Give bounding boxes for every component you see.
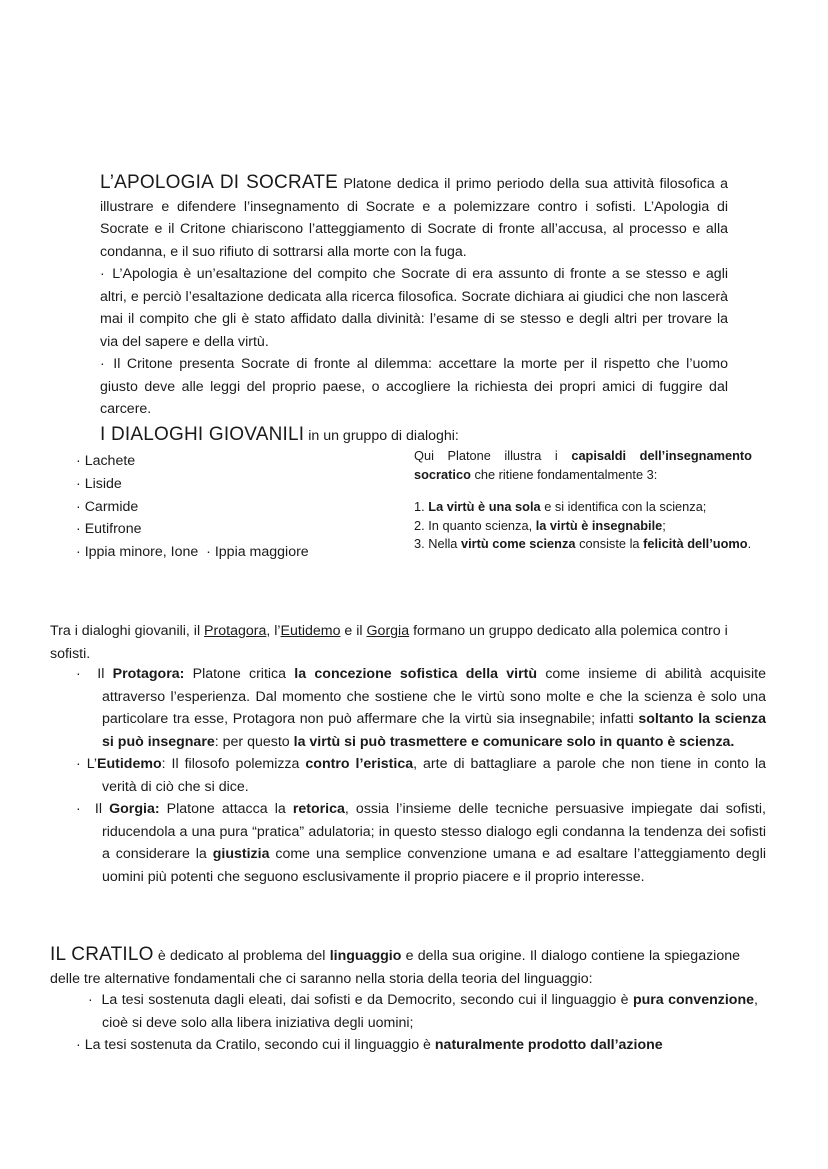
item-text: , ossia l’insieme delle tecniche persuasive impiegate dai sofisti, riducendola a una pura “pratica” adulatoria; in questo stesso dialogo egli condanna la tendenza dei sofisti a considerare la	[102, 801, 766, 862]
gorgia-link: Gorgia	[366, 623, 410, 639]
protagora-link: Protagora	[204, 623, 267, 639]
dialoghi-title: I DIALOGHI GIOVANILI	[100, 424, 305, 445]
bullet-icon: ·	[76, 475, 81, 492]
list-item	[76, 496, 376, 519]
bullet-icon: ·	[88, 992, 93, 1008]
item-keyword: pura convenzione	[632, 992, 755, 1008]
list-item-label: Liside	[84, 475, 122, 492]
list-item-label: Carmide	[84, 498, 139, 515]
capisaldi-intro-end: che ritiene fondamentalmente 3:	[474, 466, 658, 482]
apologia-paragraph-1-text: L’Apologia è un’esaltazione del compito che Socrate di era assunto di fronte a se stesso e agli altri, e perciò l’esaltazione dedicata alla ricerca filosofica. Socrate dichiara ai giudici che non lascerà mai il compito che gli è stato affidato dalla divinità: l’esame di se stesso e degli altri per trovare la via del sapere e della virtù.	[100, 266, 728, 350]
item-text: Nella	[428, 536, 458, 551]
bullet-icon: ·	[76, 544, 81, 561]
apologia-section	[100, 172, 728, 421]
sofisti-intro-text: , l’	[266, 623, 281, 639]
bullet-icon: ·	[206, 544, 211, 561]
item-text: , arte di battagliare a parole che non tiene in conto la verità di ciò che si dice.	[102, 756, 766, 795]
dialoghi-list	[76, 450, 376, 564]
item-keyword: La virtù è una sola	[428, 499, 541, 514]
item-text: consiste la	[579, 536, 640, 551]
list-item	[76, 450, 376, 473]
apologia-title: L’APOLOGIA DI SOCRATE	[100, 172, 339, 193]
bullet-icon: ·	[100, 266, 105, 282]
item-keyword: retorica	[292, 801, 345, 817]
item-text: : Il filosofo polemizza	[161, 756, 300, 772]
bullet-icon: ·	[76, 756, 81, 772]
item-label: Protagora:	[112, 666, 185, 682]
list-item-label: Eutifrone	[84, 521, 142, 538]
item-label: Eutidemo	[96, 756, 162, 772]
sofisti-intro-text: e il	[340, 623, 363, 639]
capisaldi-keyword: capisaldi dell’insegnamento socratico	[414, 448, 752, 482]
item-keyword: la concezione sofistica della virtù	[294, 666, 538, 682]
protagora-item	[76, 663, 766, 753]
sofisti-intro-text: Tra i dialoghi giovanili, il	[50, 623, 201, 639]
sofisti-intro	[50, 620, 740, 665]
capisaldi-box	[414, 447, 752, 554]
eutidemo-item	[76, 753, 766, 798]
item-text: come insieme di abilità acquisite attraverso l’esperienza. Dal momento che sostiene che le virtù sono molte e che la scienza è solo una particolare tra esse, Protagora non può affermare che la virtù sia insegnabile; infatti	[102, 666, 767, 727]
bullet-icon: ·	[76, 1037, 81, 1053]
item-number: 1.	[414, 499, 425, 514]
capisaldi-intro	[414, 447, 752, 484]
cratilo-item-1	[76, 989, 758, 1034]
item-keyword: soltanto la scienza si può insegnare	[102, 711, 766, 750]
item-keyword: giustizia	[212, 846, 270, 862]
list-item-label: Ippia minore, Ione	[84, 544, 199, 561]
sofisti-list	[76, 663, 766, 888]
gorgia-item	[76, 798, 766, 888]
item-label: Gorgia:	[109, 801, 160, 817]
list-item	[76, 473, 376, 496]
item-text: La tesi sostenuta dagli eleati, dai sofisti e da Democrito, secondo cui il linguaggio è	[101, 992, 629, 1008]
item-keyword: la virtù si può trasmettere e comunicare solo in quanto è scienza.	[293, 733, 735, 750]
apologia-intro: Platone dedica il primo periodo della sua attività filosofica a illustrare e difendere l’insegnamento di Socrate e a polemizzare contro i sofisti. L’Apologia di Socrate e il Critone chiariscono l’atteggiamento di Socrate di fronte all’accusa, al processo e alla condanna, e il suo rifiuto di sottrarsi alla morte con la fuga.	[100, 176, 728, 260]
capisaldi-item-1	[414, 498, 752, 517]
list-item-label: Lachete	[84, 453, 136, 469]
capisaldi-item-3	[414, 535, 752, 554]
capisaldi-intro-text: Qui Platone illustra i	[414, 448, 558, 463]
cratilo-text: e della sua origine. Il dialogo contiene la spiegazione delle tre alternative fondamentali che ci saranno nella storia della teoria del linguaggio:	[50, 948, 741, 987]
bullet-icon: ·	[76, 666, 81, 682]
item-text: La tesi sostenuta da Cratilo, secondo cui il linguaggio è	[84, 1037, 431, 1053]
item-keyword: felicità dell’uomo	[643, 536, 748, 551]
item-number: 2.	[414, 517, 425, 533]
item-text: Platone attacca la	[166, 801, 286, 817]
dialoghi-subtitle: in un gruppo di dialoghi:	[308, 428, 459, 444]
capisaldi-item-2	[414, 517, 752, 536]
bullet-icon: ·	[76, 498, 81, 515]
item-prefix: L’	[86, 756, 97, 772]
item-keyword: virtù come scienza	[460, 536, 576, 551]
item-text: , cioè si deve solo alla libera iniziativa degli uomini;	[102, 992, 758, 1031]
list-item	[76, 541, 376, 564]
cratilo-item-2	[76, 1034, 758, 1057]
item-keyword: la virtù è insegnabile	[535, 517, 663, 533]
item-text: come una semplice convenzione umana e ad esaltare l’atteggiamento degli uomini più potenti che seguono esclusivamente il proprio piacere e il proprio interesse.	[102, 846, 767, 885]
sofisti-intro-text: formano un gruppo dedicato alla polemica contro i sofisti.	[50, 623, 728, 662]
item-text: In quanto scienza,	[428, 517, 533, 533]
bullet-icon: ·	[76, 521, 81, 538]
item-keyword: contro l’eristica	[305, 756, 414, 772]
item-text: Platone critica	[192, 666, 287, 682]
apologia-paragraph-2-text: Il Critone presenta Socrate di fronte al dilemma: accettare la morte per il rispetto che l’uomo giusto deve alle leggi del proprio paese, o accogliere la richiesta dei propri amici di fuggire dal carcere.	[100, 356, 728, 417]
apologia-paragraph-2	[100, 353, 728, 421]
item-keyword: naturalmente prodotto dall’azione	[434, 1037, 663, 1053]
item-number: 3.	[414, 536, 425, 551]
item-text: e si identifica con la scienza;	[544, 499, 707, 514]
apologia-paragraph-1	[100, 263, 728, 353]
item-text: : per questo	[214, 733, 290, 750]
item-punct: ;	[662, 517, 666, 533]
cratilo-list	[76, 989, 758, 1057]
bullet-icon: ·	[100, 356, 105, 372]
item-punct: .	[747, 536, 752, 551]
cratilo-keyword: linguaggio	[329, 948, 402, 964]
bullet-icon: ·	[76, 801, 81, 817]
cratilo-title: IL CRATILO	[50, 944, 154, 965]
list-item-label: Ippia maggiore	[214, 544, 309, 561]
list-item	[76, 518, 376, 541]
item-prefix: Il	[94, 801, 103, 817]
eutidemo-link: Eutidemo	[280, 623, 341, 639]
cratilo-section	[50, 944, 740, 990]
bullet-icon: ·	[76, 453, 81, 469]
cratilo-text: è dedicato al problema del	[157, 948, 326, 964]
item-prefix: Il	[97, 666, 105, 682]
dialoghi-heading	[100, 424, 700, 448]
